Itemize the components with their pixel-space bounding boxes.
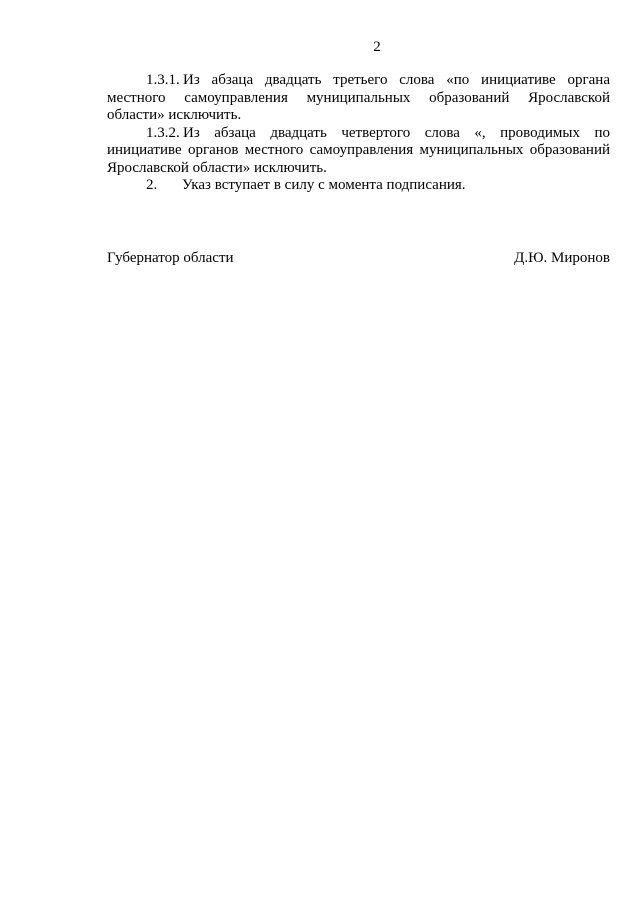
paragraph-1-3-2 (107, 125, 610, 178)
paragraph-1-3-1 (107, 72, 610, 125)
paragraph-number: 1.3.1. (146, 72, 180, 88)
signature-block (107, 249, 610, 267)
paragraph-2 (107, 177, 610, 195)
signer-position: Губернатор области (107, 250, 234, 266)
paragraph-number: 2. (146, 177, 158, 193)
paragraph-text: Указ вступает в силу с момента подписания. (182, 177, 466, 193)
paragraph-text: Из абзаца двадцать четвертого слова «, проводимых по инициативе органов местного самоуправления муниципальных образований Ярославской области» исключить. (107, 124, 610, 176)
signer-name: Д.Ю. Миронов (514, 250, 610, 266)
paragraph-number: 1.3.2. (146, 124, 180, 141)
document-body (107, 72, 610, 195)
paragraph-text: Из абзаца двадцать третьего слова «по инициативе органа местного самоуправления муниципальных образований Ярославской области» исключить. (107, 72, 610, 123)
page-number: 2 (373, 39, 381, 55)
